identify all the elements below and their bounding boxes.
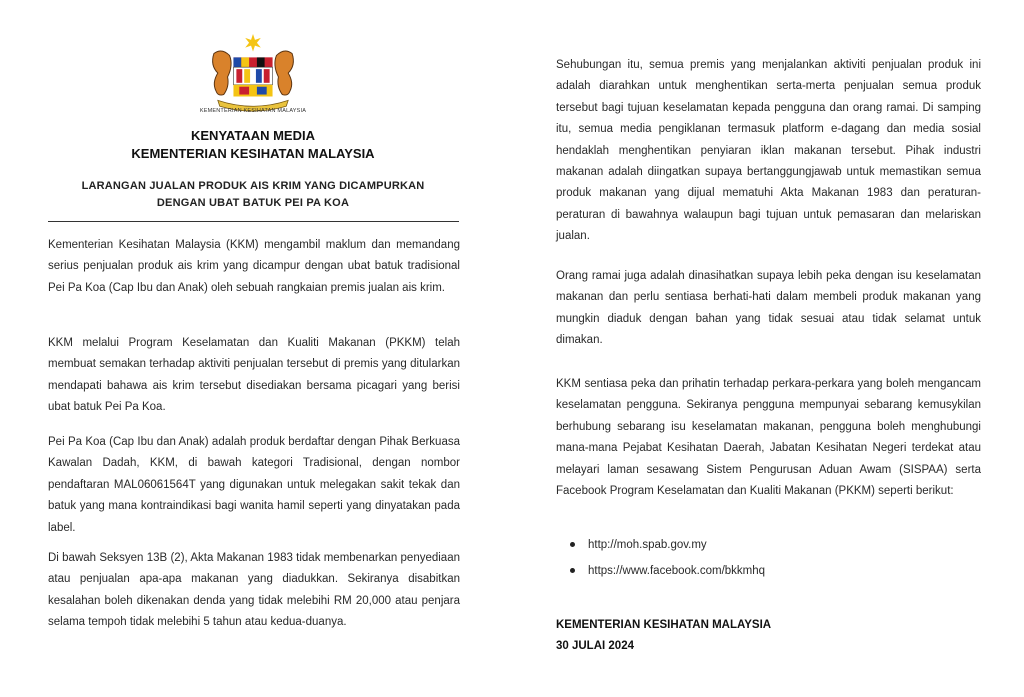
headline-line-2: DENGAN UBAT BATUK PEI PA KOA bbox=[156, 197, 350, 209]
right-paragraph-1: Sehubungan itu, semua premis yang menjalankan aktiviti penjualan produk ini adalah diarahkan untuk menghentikan serta-merta penjualan semua produk tersebut bagi tujuan keselamatan kepada pengguna dan orang ramai. Di samping itu, semua media pengiklanan termasuk platform e-dagang dan media sosial hendaklah menghentikan penyiaran iklan makanan tersebut. Pihak industri makanan adalah diingatkan supaya bertanggungjawab untuk memastikan semua produk makanan yang dijual mematuhi Akta Makanan 1983 dan peraturan-peraturan di bawahnya walaupun bagi tujuan untuk pemasaran dan melariskan jualan. bbox=[556, 59, 981, 243]
signature-organization: KEMENTERIAN KESIHATAN MALAYSIA bbox=[556, 619, 772, 631]
left-paragraph-4: Di bawah Seksyen 13B (2), Akta Makanan 1983 tidak membenarkan penyediaan atau penjualan apa-apa makanan yang diadukkan. Sekiranya disabitkan kesalahan boleh dikenakan denda yang tidak melebihi RM 20,000 atau penjara selama tempoh tidak melebihi 5 tahun atau kedua-duanya. bbox=[48, 552, 460, 629]
list-item bbox=[556, 535, 765, 561]
signature-date: 30 JULAI 2024 bbox=[556, 640, 634, 652]
list-item bbox=[556, 561, 765, 587]
bullet-icon bbox=[570, 542, 575, 547]
left-paragraph-1: Kementerian Kesihatan Malaysia (KKM) mengambil maklum dan memandang serius penjualan produk ais krim yang dicampur dengan ubat batuk tradisional Pei Pa Koa (Cap Ibu dan Anak) oleh sebuah rangkaian premis jualan ais krim. bbox=[48, 239, 460, 294]
contact-links-list bbox=[556, 535, 765, 587]
right-paragraph-2: Orang ramai juga adalah dinasihatkan supaya lebih peka dengan isu keselamatan makanan dan perlu sentiasa berhati-hati dalam membeli produk makanan yang mungkin diaduk dengan bahan yang tidak sesuai atau tidak selamat untuk dimakan. bbox=[556, 270, 981, 347]
left-paragraph-2: KKM melalui Program Keselamatan dan Kualiti Makanan (PKKM) telah membuat semakan terhadap aktiviti penjualan tersebut di premis yang ditularkan mendapati bahawa ais krim tersebut disediakan bersama picagari yang berisi ubat batuk Pei Pa Koa. bbox=[48, 337, 460, 414]
left-paragraph-3: Pei Pa Koa (Cap Ibu dan Anak) adalah produk berdaftar dengan Pihak Berkuasa Kawalan Dadah, KKM, di bawah kategori Tradisional, dengan nombor pendaftaran MAL06061564T yang digunakan untuk melegakan sakit tekak dan batuk yang mana kontraindikasi bagi wanita hamil seperti yang dinyatakan pada label. bbox=[48, 436, 460, 534]
right-tiger-icon bbox=[275, 51, 294, 95]
ministry-title: KEMENTERIAN KESIHATAN MALAYSIA bbox=[131, 146, 375, 161]
left-tiger-icon bbox=[213, 51, 232, 95]
right-paragraph-3: KKM sentiasa peka dan prihatin terhadap perkara-perkara yang boleh mengancam keselamatan pengguna. Sekiranya pengguna mempunyai sebarang kemusykilan berhubung sebarang isu keselamatan makanan, pengguna boleh menghubungi mana-mana Pejabat Kesihatan Daerah, Jabatan Kesihatan Negeri terdekat atau melayari laman sesawang Sistem Pengurusan Aduan Awam (SISPAA) serta Facebook Program Keselamatan dan Kualiti Makanan (PKKM) seperti berikut: bbox=[556, 378, 981, 498]
bullet-icon bbox=[570, 568, 575, 573]
facebook-link[interactable]: https://www.facebook.com/bkkmhq bbox=[588, 565, 766, 577]
headline-line-1: LARANGAN JUALAN PRODUK AIS KRIM YANG DICAMPURKAN bbox=[81, 180, 425, 192]
headline-divider bbox=[48, 221, 459, 222]
star-icon bbox=[245, 34, 261, 52]
media-statement-title: KENYATAAN MEDIA bbox=[191, 128, 315, 143]
spab-link[interactable]: http://moh.spab.gov.my bbox=[588, 539, 707, 551]
crest-caption: KEMENTERIAN KESIHATAN MALAYSIA bbox=[199, 108, 307, 114]
malaysia-coat-of-arms-logo bbox=[204, 32, 302, 118]
